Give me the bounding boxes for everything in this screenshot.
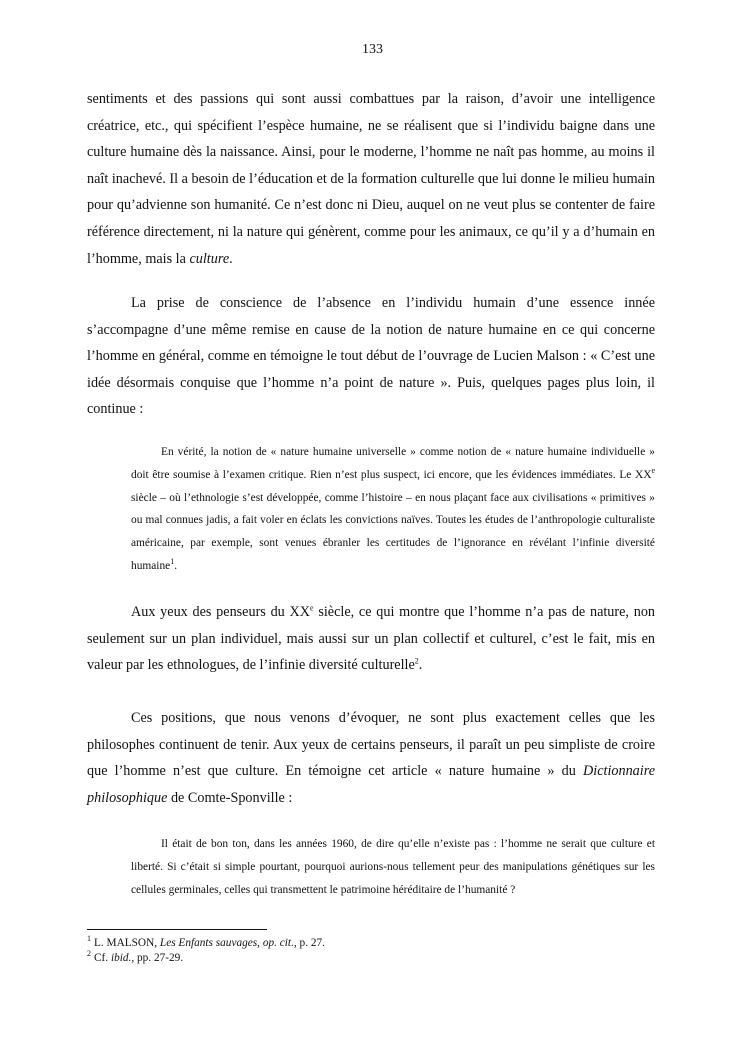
footnote-1-italic: Les Enfants sauvages, op. cit.,: [159, 937, 297, 949]
quote-1-text: En vérité, la notion de « nature humaine universelle » comme notion de « nature humaine individuelle » doit être soumise à l’examen critique. Rien n’est plus suspect, ici encore, que les évidences immédiates. Le XX: [131, 446, 655, 481]
paragraph-3-end: .: [418, 657, 423, 674]
paragraph-1-end: .: [229, 250, 233, 267]
paragraph-4: [87, 705, 655, 811]
paragraph-4-end: de Comte-Sponville :: [167, 789, 293, 806]
page-number: 133: [362, 42, 383, 57]
paragraph-4-text: Ces positions, que nous venons d’évoquer, ne sont plus exactement celles que les philosophes continuent de tenir. Aux yeux de certains penseurs, il paraît un peu simpliste de croire que l’homme n’est que culture. En témoigne cet article « nature humaine » du: [87, 710, 655, 780]
quote-1-text-cont: siècle – où l’ethnologie s’est développée, comme l’histoire – en nous plaçant face aux civilisations « primitives » ou mal connues jadis, a fait voler en éclats les convictions naïves. Toutes les études de l’anthropologie culturaliste américaine, par exemple, sont venues ébranler les certitudes de l’ignorance en révélant l’infinie diversité humaine: [131, 491, 655, 572]
block-quote-2: Il était de bon ton, dans les années 1960, de dire qu’elle n’existe pas : l’homme ne serait que culture et liberté. Si c’était si simple pourtant, pourquoi aurions-nous tellement peur des manipulations génétiques sur les cellules germinales, celles qui transmettent le patrimoine héréditaire de l’humanité ?: [131, 838, 655, 896]
footnote-1-number: 1: [87, 934, 91, 944]
footnote-ref-2[interactable]: 2: [414, 656, 419, 666]
footnote-1-text: L. MALSON,: [94, 937, 160, 949]
paragraph-3-text-cont: siècle, ce qui montre que l’homme n’a pas de nature, non seulement sur un plan individuel, mais aussi sur un plan collectif et culturel, c’est le fait, mis en valeur par les ethnologues, de l’infinie diversité culturelle: [87, 604, 656, 674]
paragraph-1-italic: culture: [189, 250, 230, 267]
footnote-divider: [87, 929, 267, 930]
paragraph-1-text: sentiments et des passions qui sont aussi combattues par la raison, d’avoir une intelligence créatrice, etc., qui spécifient l’espèce humaine, ne se réalisent que si l’individu baigne dans une culture humaine dès la naissance. Ainsi, pour le moderne, l’homme ne naît pas homme, au moins il naît inachevé. Il a besoin de l’éducation et de la formation culturelle que lui donne le milieu humain pour qu’advienne son humanité. Ce n’est donc ni Dieu, auquel on ne veut plus se contenter de faire référence directement, ni la nature qui génèrent, comme pour les animaux, ce qu’il y a d’humain en l’homme, mais la: [87, 91, 655, 267]
footnote-2-italic: ibid.,: [110, 952, 135, 964]
footnote-ref-1[interactable]: 1: [170, 557, 175, 567]
footnote-1: [87, 936, 687, 951]
footnote-2-end: pp. 27-29.: [134, 952, 184, 964]
footnote-2-number: 2: [87, 949, 91, 959]
block-quote-1: [131, 441, 655, 578]
paragraph-1: [87, 86, 655, 272]
paragraph-2: La prise de conscience de l’absence en l’individu humain d’une essence innée s’accompagne d’une même remise en cause de la notion de nature humaine en ce qui concerne l’homme en général, comme en témoigne le tout début de l’ouvrage de Lucien Malson : « C’est une idée désormais conquise que l’homme n’a point de nature ». Puis, quelques pages plus loin, il continue :: [87, 295, 655, 418]
paragraph-3-superscript: e: [310, 603, 314, 613]
footnote-2: [87, 951, 687, 966]
footnote-2-text: Cf.: [94, 952, 111, 964]
quote-1-superscript: e: [651, 466, 655, 475]
paragraph-3: [87, 599, 655, 679]
paragraph-4-italic: Dictionnaire philosophique: [87, 763, 655, 806]
quote-1-end: .: [174, 559, 178, 572]
paragraph-3-text: Aux yeux des penseurs du XX: [131, 604, 311, 620]
footnote-1-end: p. 27.: [296, 937, 325, 949]
